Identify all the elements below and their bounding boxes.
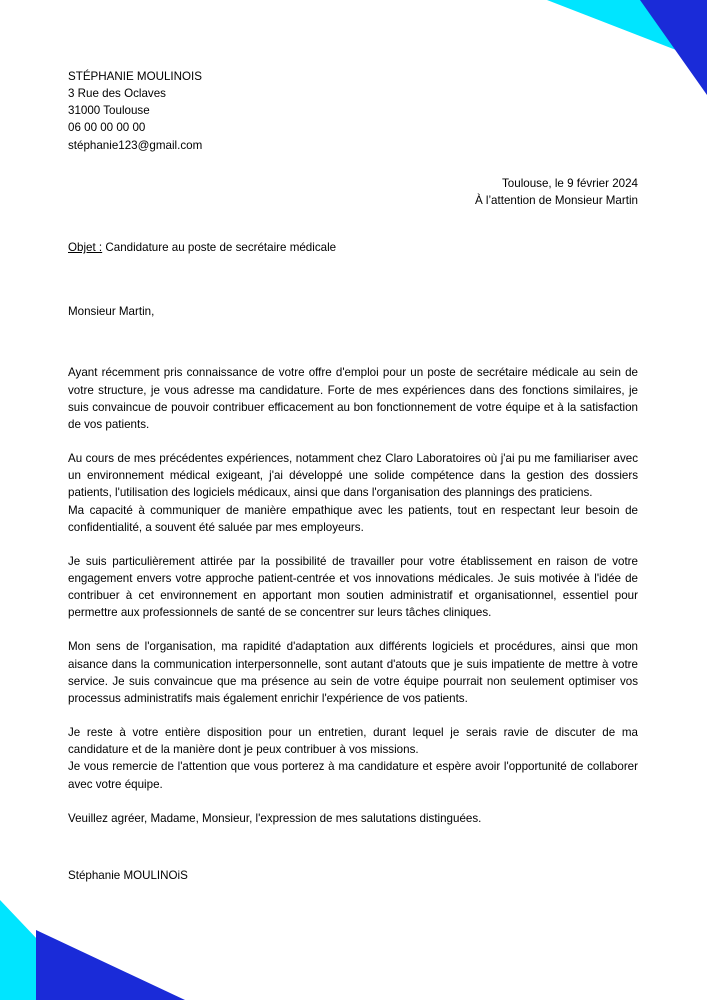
place-date: Toulouse, le 9 février 2024 [502, 176, 638, 190]
subject-text: Candidature au poste de secrétaire médicale [102, 241, 337, 255]
blue-triangle-top-right [640, 0, 707, 95]
paragraph-line: Je vous remercie de l'attention que vous porterez à ma candidature et espère avoir l'opportunité de collaborer avec votre équipe. [68, 760, 638, 791]
sender-phone: 06 00 00 00 00 [68, 121, 146, 135]
paragraph-line: Ma capacité à communiquer de manière empathique avec les patients, tout en respectant leur besoin de confidentialité, a souvent été saluée par mes employeurs. [68, 503, 638, 534]
signature: Stéphanie MOULINOiS [68, 868, 188, 882]
sender-city: 31000 Toulouse [68, 104, 150, 118]
closing-formula-block [68, 810, 638, 827]
paragraph-1 [68, 364, 638, 433]
body-paragraphs [68, 364, 638, 792]
date-recipient-block [68, 175, 638, 209]
recipient-attention: À l’attention de Monsieur Martin [474, 193, 638, 207]
cyan-triangle-bottom-left [0, 900, 95, 1000]
paragraph-5 [68, 724, 638, 793]
paragraph-4 [68, 638, 638, 707]
letter-body [68, 0, 638, 884]
paragraph-2 [68, 450, 638, 536]
paragraph-line: Je reste à votre entière disposition pour un entretien, durant lequel je serais ravie de discuter de ma candidature et de la manière dont je peux contribuer à vos missions. [68, 726, 638, 757]
paragraph-line: Je suis particulièrement attirée par la possibilité de travailler pour votre établissement en raison de votre engagement envers votre approche patient-centrée et vos innovations médicales. Je suis motivée à l'idée de contribuer à cet environnement en apportant mon soutien administratif et organisationnel, essentiel pour permettre aux professionnels de santé de se concentrer sur leurs tâches cliniques. [68, 554, 638, 620]
paragraph-3 [68, 553, 638, 622]
paragraph-line: Mon sens de l'organisation, ma rapidité d'adaptation aux différents logiciels et procédures, ainsi que mon aisance dans la communication interpersonnelle, sont autant d'atouts que je suis impatiente de mettre à votre service. Je suis convaincue que ma présence au sein de votre équipe pourrait non seulement optimiser vos processus administratifs mais également enrichir l'expérience de vos patients. [68, 640, 638, 705]
sender-street: 3 Rue des Oclaves [68, 87, 166, 101]
salutation: Monsieur Martin, [68, 305, 155, 319]
paragraph-line: Au cours de mes précédentes expériences, notamment chez Claro Laboratoires où j'ai pu me familiariser avec un environnement médical exigeant, j'ai développé une solide compétence dans la gestion des dossiers patients, l'utilisation des logiciels médicaux, ainsi que dans l'organisation des plannings des praticiens. [68, 452, 638, 500]
subject-line [68, 239, 638, 256]
closing-formula: Veuillez agréer, Madame, Monsieur, l'expression de mes salutations distinguées. [68, 811, 482, 825]
sender-email: stéphanie123@gmail.com [68, 138, 203, 152]
sender-address-block [68, 68, 638, 154]
sender-name: STÉPHANIE MOULINOIS [68, 70, 202, 83]
blue-triangle-bottom-left [36, 930, 185, 1000]
corner-graphic-bottom-left [0, 900, 240, 1000]
subject-label: Objet : [68, 241, 103, 255]
paragraph-line: Ayant récemment pris connaissance de votre offre d'emploi pour un poste de secrétaire médicale au sein de votre structure, je vous adresse ma candidature. Forte de mes expériences dans des fonctions similaires, je suis convaincue de pouvoir contribuer efficacement au bon fonctionnement de votre équipe et à la satisfaction de vos patients. [68, 366, 638, 431]
